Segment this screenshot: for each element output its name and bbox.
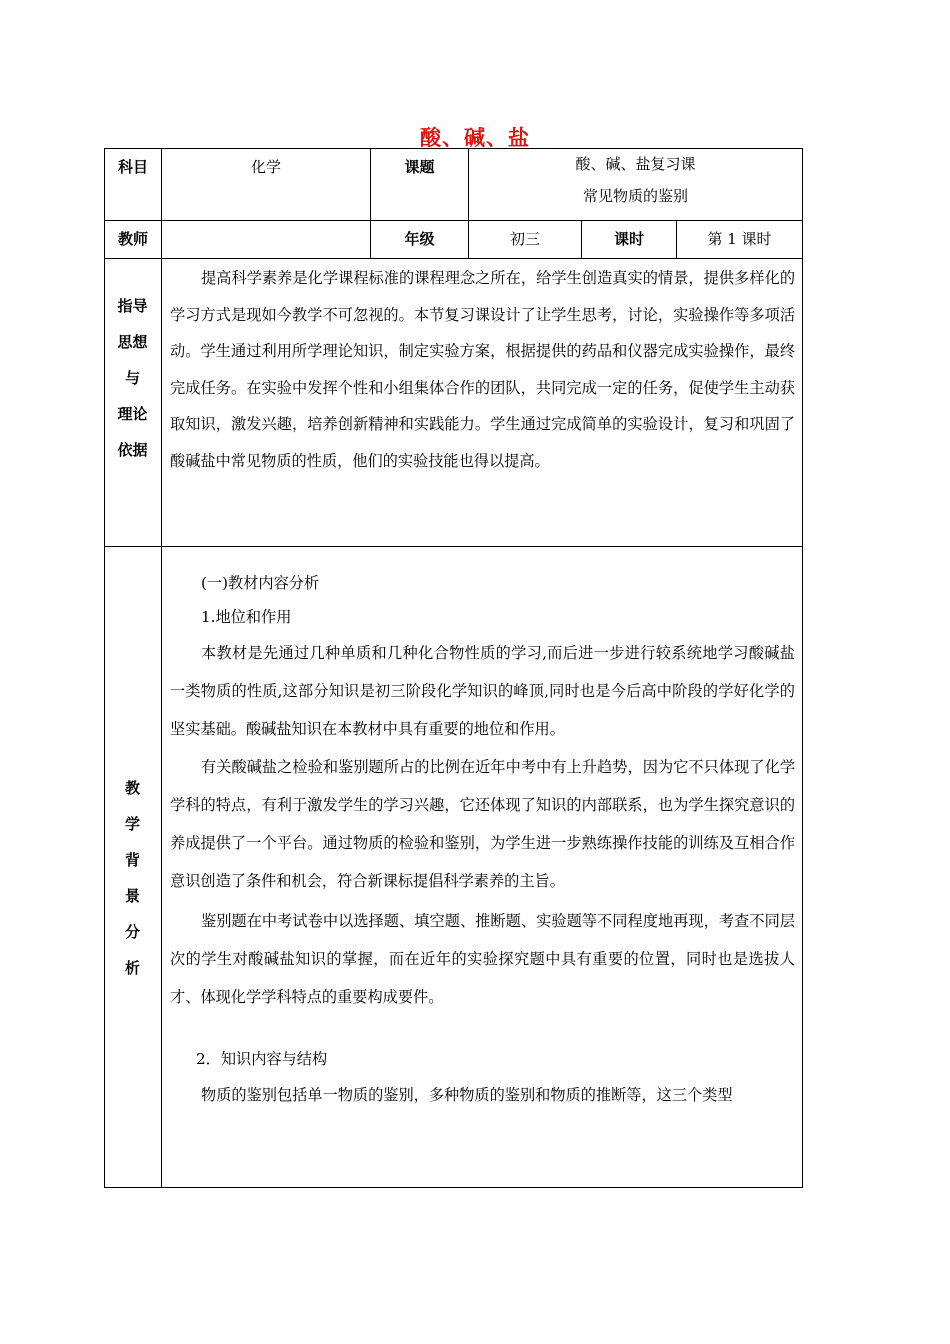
background-paragraph-1: 本教材是先通过几种单质和几种化合物性质的学习,而后进一步进行较系统地学习酸碱盐一类物质的性质,这部分知识是初三阶段化学知识的峰顶,同时也是今后高中阶段的学好化学的坚实基础。酸碱盐知识在本教材中具有重要的地位和作用。 bbox=[170, 644, 795, 738]
background-label-char-2: 学 bbox=[124, 815, 140, 833]
topic-line-1: 酸、碱、盐复习课 bbox=[575, 155, 696, 173]
guidance-text bbox=[170, 260, 795, 479]
background-heading-1: (一)教材内容分析 bbox=[201, 574, 320, 592]
background-label-char-3: 背 bbox=[124, 851, 140, 869]
background-label bbox=[104, 770, 161, 986]
background-paragraph-2: 有关酸碱盐之检验和鉴别题所占的比例在近年中考中有上升趋势，因为它不只体现了化学学科的特点，有利于激发学生的学习兴趣，它还体现了知识的内部联系，也为学生探究意识的养成提供了一个平台。通过物质的检验和鉴别，为学生进一步熟练操作技能的训练及互相合作意识创造了条件和机会，符合新课标提倡科学素养的主旨。 bbox=[170, 758, 795, 890]
background-label-char-4: 景 bbox=[124, 887, 140, 905]
subject-value-cell bbox=[161, 148, 370, 220]
period-value-cell bbox=[676, 220, 802, 258]
guidance-label bbox=[104, 288, 161, 468]
topic-line-2: 常见物质的鉴别 bbox=[582, 187, 688, 205]
background-label-char-6: 析 bbox=[124, 959, 140, 977]
subject-label: 科目 bbox=[117, 158, 148, 176]
table-bottom-border bbox=[104, 1187, 803, 1188]
grade-label: 年级 bbox=[404, 230, 435, 248]
background-label-char-5: 分 bbox=[124, 923, 140, 941]
guidance-label-line-1: 指导 bbox=[117, 297, 148, 315]
teacher-label: 教师 bbox=[117, 230, 148, 248]
grade-value: 初三 bbox=[509, 230, 540, 248]
guidance-paragraph: 提高科学素养是化学课程标准的课程理念之所在，给学生创造真实的情景，提供多样化的学习方式是现如今教学不可忽视的。本节复习课设计了让学生思考，讨论，实验操作等多项活动。学生通过利用所学理论知识，制定实验方案，根据提供的药品和仪器完成实验操作，最终完成任务。在实验中发挥个性和小组集体合作的团队，共同完成一定的任务，促使学生主动获取知识，激发兴趣，培养创新精神和实践能力。学生通过完成简单的实验设计，复习和巩固了酸碱盐中常见物质的性质，他们的实验技能也得以提高。 bbox=[170, 269, 795, 470]
topic-value-cell bbox=[468, 148, 802, 220]
topic-label-cell bbox=[370, 148, 468, 220]
background-label-char-1: 教 bbox=[124, 779, 140, 797]
subject-label-cell bbox=[104, 148, 161, 220]
background-paragraph-3: 鉴别题在中考试卷中以选择题、填空题、推断题、实验题等不同程度地再现，考查不同层次的学生对酸碱盐知识的掌握，而在近年的实验探究题中具有重要的位置，同时也是选拔人才、体现化学学科特点的重要构成要件。 bbox=[170, 912, 795, 1006]
guidance-label-line-2: 思想 bbox=[117, 333, 148, 351]
document-title: 酸、碱、盐 bbox=[420, 126, 530, 150]
background-paragraph-4: 物质的鉴别包括单一物质的鉴别，多种物质的鉴别和物质的推断等，这三个类型 bbox=[201, 1086, 733, 1104]
guidance-label-line-3: 与 bbox=[124, 369, 140, 387]
teacher-value-cell bbox=[161, 220, 370, 258]
teacher-label-cell bbox=[104, 220, 161, 258]
guidance-label-line-5: 依据 bbox=[117, 441, 148, 459]
background-text bbox=[170, 566, 795, 1114]
grade-value-cell bbox=[468, 220, 581, 258]
period-label-cell bbox=[581, 220, 676, 258]
guidance-label-line-4: 理论 bbox=[117, 405, 148, 423]
background-heading-2: 1.地位和作用 bbox=[201, 608, 292, 626]
period-label: 课时 bbox=[613, 230, 644, 248]
topic-label: 课题 bbox=[404, 158, 435, 176]
grade-label-cell bbox=[370, 220, 468, 258]
subject-value: 化学 bbox=[250, 158, 281, 176]
period-value: 第 1 课时 bbox=[707, 230, 772, 248]
table-right-border bbox=[802, 148, 803, 1188]
background-heading-3: 2．知识内容与结构 bbox=[196, 1050, 328, 1068]
